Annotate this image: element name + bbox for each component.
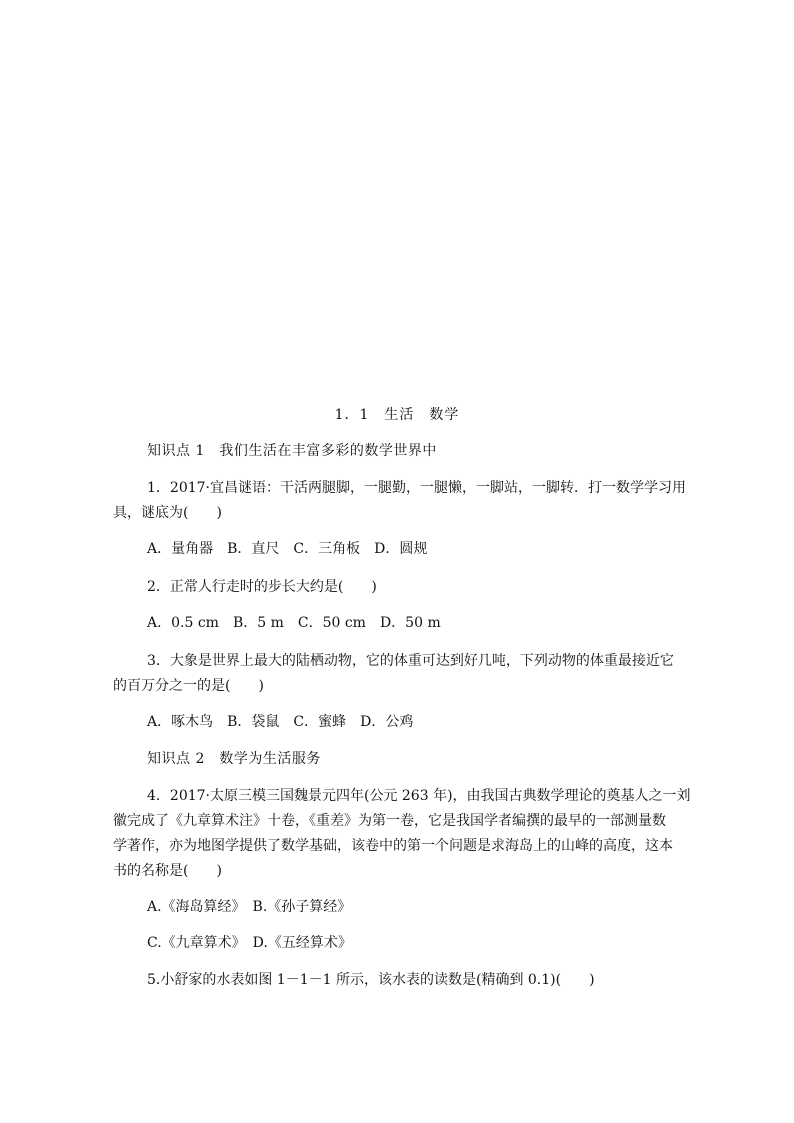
question-1-line-2: 具，谜底为( ) xyxy=(113,505,222,521)
section-title: 1．1 生活 数学 xyxy=(334,407,460,423)
question-2-options: A．0.5 cm B．5 m C．50 cm D．50 m xyxy=(147,615,441,631)
question-4-line-2: 徽完成了《九章算术注》十卷，《重差》为第一卷，它是我国学者编撰的最早的一部测量数 xyxy=(113,813,666,829)
knowledge-point-2-heading: 知识点 2 数学为生活服务 xyxy=(147,751,321,767)
question-1-line-1: 1．2017·宜昌谜语：干活两腿脚，一腿勤，一腿懒，一脚站，一脚转．打一数学学习用 xyxy=(147,480,686,496)
question-3-line-2: 的百万分之一的是( ) xyxy=(113,678,264,694)
knowledge-point-1-heading: 知识点 1 我们生活在丰富多彩的数学世界中 xyxy=(147,443,437,459)
question-4-line-3: 学著作，亦为地图学提供了数学基础，该卷中的第一个问题是求海岛上的山峰的高度，这本 xyxy=(113,838,673,854)
question-3-line-1: 3．大象是世界上最大的陆栖动物，它的体重可达到好几吨，下列动物的体重最接近它 xyxy=(147,653,674,669)
question-4-line-4: 书的名称是( ) xyxy=(113,863,222,879)
question-4-options-1: A.《海岛算经》 B.《孙子算经》 xyxy=(147,899,352,915)
question-2-line-1: 2．正常人行走时的步长大约是( ) xyxy=(147,579,377,595)
question-5-line-1: 5.小舒家的水表如图 1－1－1 所示，该水表的读数是(精确到 0.1)( ) xyxy=(147,972,595,988)
question-4-options-2: C.《九章算术》 D.《五经算术》 xyxy=(147,935,352,951)
question-3-options: A．啄木鸟 B．袋鼠 C．蜜蜂 D．公鸡 xyxy=(147,714,414,730)
question-4-line-1: 4．2017·太原三模三国魏景元四年(公元 263 年)，由我国古典数学理论的奠基人之一刘 xyxy=(147,788,691,804)
question-1-options: A．量角器 B．直尺 C．三角板 D．圆规 xyxy=(147,541,428,557)
